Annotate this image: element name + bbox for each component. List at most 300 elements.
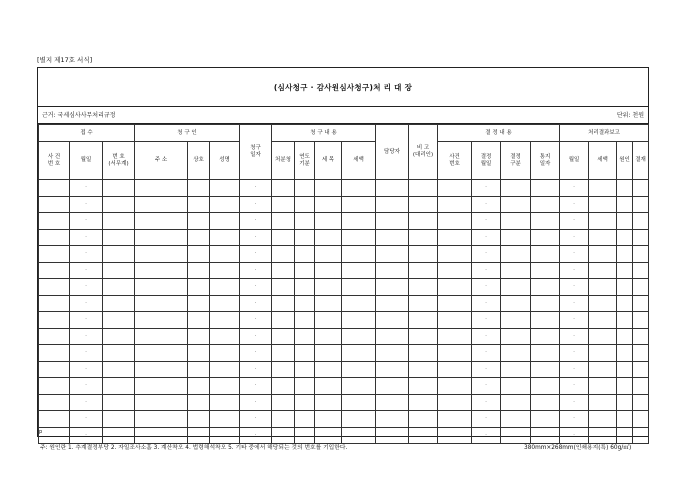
table-cell	[409, 196, 438, 213]
table-cell: ·	[70, 180, 103, 197]
table-cell	[295, 378, 315, 395]
table-cell	[103, 361, 135, 378]
table-cell	[501, 229, 531, 246]
table-cell	[438, 295, 472, 312]
table-cell	[409, 229, 438, 246]
officer-header: 담당자	[376, 125, 409, 180]
table-cell	[315, 361, 342, 378]
table-cell	[295, 411, 315, 428]
notice-date-header: 통지 일자	[531, 142, 560, 180]
table-cell	[376, 312, 409, 329]
table-cell	[210, 246, 240, 263]
table-row	[39, 378, 649, 395]
table-cell	[633, 411, 649, 428]
table-cell	[315, 394, 342, 411]
register-form	[37, 67, 649, 437]
table-cell: ·	[240, 378, 272, 395]
table-cell: ·	[472, 328, 501, 345]
table-cell	[617, 196, 633, 213]
table-cell	[188, 378, 210, 395]
table-cell	[617, 361, 633, 378]
table-cell	[376, 196, 409, 213]
table-cell	[633, 262, 649, 279]
table-cell	[135, 411, 188, 428]
table-cell	[633, 328, 649, 345]
table-cell: ·	[70, 427, 103, 444]
table-cell	[531, 361, 560, 378]
table-cell	[315, 312, 342, 329]
table-cell	[501, 279, 531, 296]
table-cell: ·	[240, 328, 272, 345]
table-cell	[633, 345, 649, 362]
table-cell	[39, 246, 70, 263]
table-cell: ·	[70, 411, 103, 428]
table-cell: ·	[240, 229, 272, 246]
table-cell	[295, 328, 315, 345]
decision-case-no-header: 사건 번호	[438, 142, 472, 180]
table-cell	[589, 229, 617, 246]
table-cell: ·	[70, 229, 103, 246]
table-cell: ·	[70, 196, 103, 213]
table-cell	[295, 394, 315, 411]
table-cell	[589, 361, 617, 378]
table-cell	[633, 246, 649, 263]
table-cell	[531, 246, 560, 263]
table-cell	[342, 262, 376, 279]
name-header: 성명	[210, 142, 240, 180]
table-cell	[501, 246, 531, 263]
table-cell	[409, 180, 438, 197]
table-cell	[342, 328, 376, 345]
table-row	[39, 394, 649, 411]
table-cell	[531, 279, 560, 296]
table-cell	[342, 345, 376, 362]
table-cell: ·	[472, 196, 501, 213]
table-cell	[342, 378, 376, 395]
table-cell	[272, 328, 295, 345]
table-cell	[633, 427, 649, 444]
table-cell	[376, 295, 409, 312]
table-cell	[103, 246, 135, 263]
table-cell	[633, 229, 649, 246]
table-cell	[272, 262, 295, 279]
unit-text: 단위: 천원	[616, 112, 644, 119]
table-cell	[188, 180, 210, 197]
table-cell: ·	[240, 180, 272, 197]
table-cell	[531, 229, 560, 246]
table-cell: ·	[70, 361, 103, 378]
table-cell	[501, 295, 531, 312]
table-cell	[376, 328, 409, 345]
table-cell: ·	[560, 279, 589, 296]
table-cell	[39, 213, 70, 230]
table-cell: ·	[472, 345, 501, 362]
table-cell	[315, 229, 342, 246]
table-cell	[210, 411, 240, 428]
table-cell	[589, 246, 617, 263]
table-cell: ·	[560, 378, 589, 395]
table-cell	[617, 213, 633, 230]
table-row	[39, 295, 649, 312]
table-cell	[188, 213, 210, 230]
table-cell: ·	[70, 394, 103, 411]
table-cell	[409, 262, 438, 279]
table-row	[39, 213, 649, 230]
table-cell	[135, 328, 188, 345]
table-cell	[589, 345, 617, 362]
table-cell	[295, 196, 315, 213]
table-cell	[409, 345, 438, 362]
table-cell	[39, 279, 70, 296]
table-cell	[633, 279, 649, 296]
table-cell	[103, 213, 135, 230]
table-cell	[188, 394, 210, 411]
table-cell	[376, 361, 409, 378]
table-cell	[210, 361, 240, 378]
table-cell: ·	[560, 312, 589, 329]
table-cell	[135, 279, 188, 296]
table-cell	[342, 279, 376, 296]
table-cell	[438, 229, 472, 246]
result-tax-amount-header: 세액	[589, 142, 617, 180]
table-cell	[376, 394, 409, 411]
register-rows	[39, 180, 649, 444]
table-cell: ·	[70, 295, 103, 312]
table-cell	[376, 262, 409, 279]
table-cell	[633, 196, 649, 213]
table-cell	[315, 411, 342, 428]
table-cell	[315, 378, 342, 395]
group-decision-header: 결 정 내 용	[438, 125, 560, 142]
table-cell	[409, 427, 438, 444]
table-cell	[315, 345, 342, 362]
table-cell	[295, 312, 315, 329]
table-cell: ·	[560, 262, 589, 279]
table-cell	[409, 361, 438, 378]
disposing-office-header: 처분청	[272, 142, 295, 180]
table-cell	[376, 427, 409, 444]
table-cell	[501, 213, 531, 230]
table-row	[39, 279, 649, 296]
table-cell	[617, 279, 633, 296]
table-cell	[438, 312, 472, 329]
table-cell	[617, 328, 633, 345]
table-cell: ·	[560, 394, 589, 411]
table-cell	[531, 345, 560, 362]
table-cell: ·	[472, 246, 501, 263]
table-cell	[39, 394, 70, 411]
table-cell	[531, 196, 560, 213]
table-cell	[342, 229, 376, 246]
table-cell	[438, 345, 472, 362]
table-cell	[315, 328, 342, 345]
table-cell	[617, 394, 633, 411]
result-month-day-header: 월일	[560, 142, 589, 180]
table-cell	[103, 328, 135, 345]
table-cell	[342, 411, 376, 428]
table-cell: ·	[70, 345, 103, 362]
table-cell	[135, 345, 188, 362]
table-cell	[135, 361, 188, 378]
table-cell	[272, 345, 295, 362]
table-cell	[103, 394, 135, 411]
table-cell	[210, 312, 240, 329]
table-cell	[376, 213, 409, 230]
table-cell: ·	[560, 361, 589, 378]
table-cell: ·	[472, 279, 501, 296]
table-cell	[210, 213, 240, 230]
decision-type-header: 결정 구분	[501, 142, 531, 180]
table-cell	[376, 229, 409, 246]
table-cell: ·	[472, 427, 501, 444]
table-row	[39, 246, 649, 263]
table-cell	[188, 328, 210, 345]
table-cell: ·	[70, 262, 103, 279]
table-cell	[39, 345, 70, 362]
table-cell	[103, 196, 135, 213]
table-cell	[103, 229, 135, 246]
address-header: 주 소	[135, 142, 188, 180]
table-cell: ·	[472, 378, 501, 395]
table-cell	[39, 295, 70, 312]
table-cell: ·	[240, 394, 272, 411]
table-cell	[39, 180, 70, 197]
table-cell	[272, 196, 295, 213]
table-cell	[188, 345, 210, 362]
table-cell	[409, 246, 438, 263]
table-row	[39, 180, 649, 197]
group-claim-header: 청 구 내 용	[272, 125, 376, 142]
table-cell: ·	[70, 312, 103, 329]
table-cell	[501, 196, 531, 213]
table-cell	[409, 378, 438, 395]
table-cell	[438, 213, 472, 230]
table-cell	[39, 361, 70, 378]
table-cell: ·	[240, 279, 272, 296]
table-cell	[617, 229, 633, 246]
table-cell: ·	[560, 196, 589, 213]
year-period-header: 연도 기분	[295, 142, 315, 180]
table-row	[39, 229, 649, 246]
doc-no-header: 번 호 (서무계)	[103, 142, 135, 180]
table-cell	[315, 213, 342, 230]
table-cell	[295, 262, 315, 279]
table-cell	[103, 262, 135, 279]
table-cell	[210, 196, 240, 213]
table-cell: ·	[70, 213, 103, 230]
table-row	[39, 262, 649, 279]
table-cell	[438, 246, 472, 263]
table-cell	[272, 180, 295, 197]
table-cell	[103, 279, 135, 296]
table-cell	[315, 295, 342, 312]
table-cell	[39, 196, 70, 213]
table-cell	[501, 345, 531, 362]
table-cell: ·	[472, 295, 501, 312]
table-cell	[188, 312, 210, 329]
table-cell: ·	[560, 328, 589, 345]
table-cell	[315, 279, 342, 296]
table-cell	[376, 378, 409, 395]
table-cell	[210, 378, 240, 395]
table-cell	[188, 279, 210, 296]
table-cell: ·	[240, 361, 272, 378]
table-cell	[531, 213, 560, 230]
table-cell: ·	[472, 394, 501, 411]
table-cell	[210, 328, 240, 345]
table-cell	[210, 295, 240, 312]
table-cell	[295, 180, 315, 197]
table-cell	[295, 345, 315, 362]
table-cell	[135, 229, 188, 246]
table-cell	[617, 262, 633, 279]
table-cell	[135, 246, 188, 263]
table-cell	[188, 229, 210, 246]
table-cell	[135, 295, 188, 312]
group-result-header: 처리결과보고	[560, 125, 649, 142]
table-cell	[438, 180, 472, 197]
claim-date-header: 청구 일자	[240, 125, 272, 180]
table-cell	[342, 295, 376, 312]
table-cell: ·	[240, 196, 272, 213]
table-row	[39, 196, 649, 213]
table-cell	[633, 361, 649, 378]
table-cell	[617, 411, 633, 428]
table-cell	[501, 180, 531, 197]
table-cell	[589, 180, 617, 197]
table-cell	[272, 312, 295, 329]
table-cell	[409, 328, 438, 345]
table-cell	[501, 328, 531, 345]
table-cell	[633, 312, 649, 329]
table-cell: ·	[560, 213, 589, 230]
table-cell	[135, 312, 188, 329]
table-cell: ·	[560, 411, 589, 428]
table-cell	[501, 394, 531, 411]
table-cell	[501, 312, 531, 329]
case-no-header: 사 건 번 호	[39, 142, 70, 180]
table-cell: ·	[240, 427, 272, 444]
table-cell	[589, 394, 617, 411]
table-cell	[501, 361, 531, 378]
table-cell: ·	[560, 345, 589, 362]
table-cell	[210, 279, 240, 296]
table-cell	[342, 246, 376, 263]
tax-amount-header: 세액	[342, 142, 376, 180]
table-cell	[39, 328, 70, 345]
table-cell: ·	[472, 180, 501, 197]
table-cell	[589, 279, 617, 296]
table-cell	[295, 279, 315, 296]
paper-spec: 380mm×268mm(인쇄용지(특) 60g/㎡)	[524, 445, 632, 451]
table-cell	[39, 411, 70, 428]
footer-note: 주: 원인란 1. 추계결정부당 2. 자일조사소홈 3. 계산착오 4. 법령해석착오 5. 기타 중에서 해당되는 것의 번호를 기입한다.	[40, 445, 348, 451]
table-cell	[295, 229, 315, 246]
table-cell: ·	[240, 262, 272, 279]
table-cell	[272, 229, 295, 246]
table-cell: ·	[70, 246, 103, 263]
table-cell	[617, 180, 633, 197]
table-cell	[135, 213, 188, 230]
table-cell: ·	[560, 427, 589, 444]
table-cell	[272, 361, 295, 378]
table-cell	[438, 378, 472, 395]
title-row	[38, 68, 648, 107]
table-cell	[103, 312, 135, 329]
table-cell	[188, 411, 210, 428]
table-cell	[135, 196, 188, 213]
table-cell	[188, 295, 210, 312]
table-cell	[409, 279, 438, 296]
group-receipt-header: 접 수	[39, 125, 135, 142]
table-cell	[295, 213, 315, 230]
table-cell	[617, 378, 633, 395]
table-cell: ·	[472, 411, 501, 428]
table-cell	[589, 196, 617, 213]
table-cell	[376, 411, 409, 428]
table-cell	[188, 262, 210, 279]
table-cell	[589, 262, 617, 279]
table-cell	[438, 196, 472, 213]
table-cell	[531, 295, 560, 312]
table-cell: ·	[472, 312, 501, 329]
table-cell	[315, 262, 342, 279]
info-row	[38, 106, 648, 124]
table-cell	[315, 246, 342, 263]
table-cell	[438, 328, 472, 345]
table-cell: ·	[472, 213, 501, 230]
table-cell: ·	[70, 328, 103, 345]
table-cell	[531, 180, 560, 197]
table-cell	[210, 394, 240, 411]
remarks-header: 비 고 (대리인)	[409, 125, 438, 180]
table-cell: ·	[70, 378, 103, 395]
table-cell: ·	[472, 229, 501, 246]
table-cell	[409, 394, 438, 411]
table-row	[39, 328, 649, 345]
table-cell	[135, 394, 188, 411]
table-cell	[188, 246, 210, 263]
basis-text: 근거: 국세심사사무처리규정	[42, 112, 116, 119]
group-claimant-header: 청 구 인	[135, 125, 240, 142]
table-cell	[103, 411, 135, 428]
table-cell	[589, 312, 617, 329]
table-cell	[342, 361, 376, 378]
table-cell	[531, 378, 560, 395]
table-cell: ·	[472, 262, 501, 279]
table-cell	[342, 196, 376, 213]
table-cell	[342, 394, 376, 411]
table-cell	[438, 427, 472, 444]
table-cell	[589, 213, 617, 230]
table-cell	[633, 213, 649, 230]
table-cell	[633, 378, 649, 395]
table-cell	[39, 312, 70, 329]
table-cell: ·	[560, 246, 589, 263]
table-cell	[409, 295, 438, 312]
table-cell	[272, 378, 295, 395]
table-cell: ·	[560, 180, 589, 197]
table-cell: ·	[240, 312, 272, 329]
month-day-header: 월일	[70, 142, 103, 180]
table-cell	[438, 361, 472, 378]
table-cell	[315, 196, 342, 213]
table-cell	[295, 295, 315, 312]
table-cell	[409, 312, 438, 329]
table-cell	[501, 411, 531, 428]
table-cell	[103, 295, 135, 312]
row-mark: p	[39, 429, 43, 435]
